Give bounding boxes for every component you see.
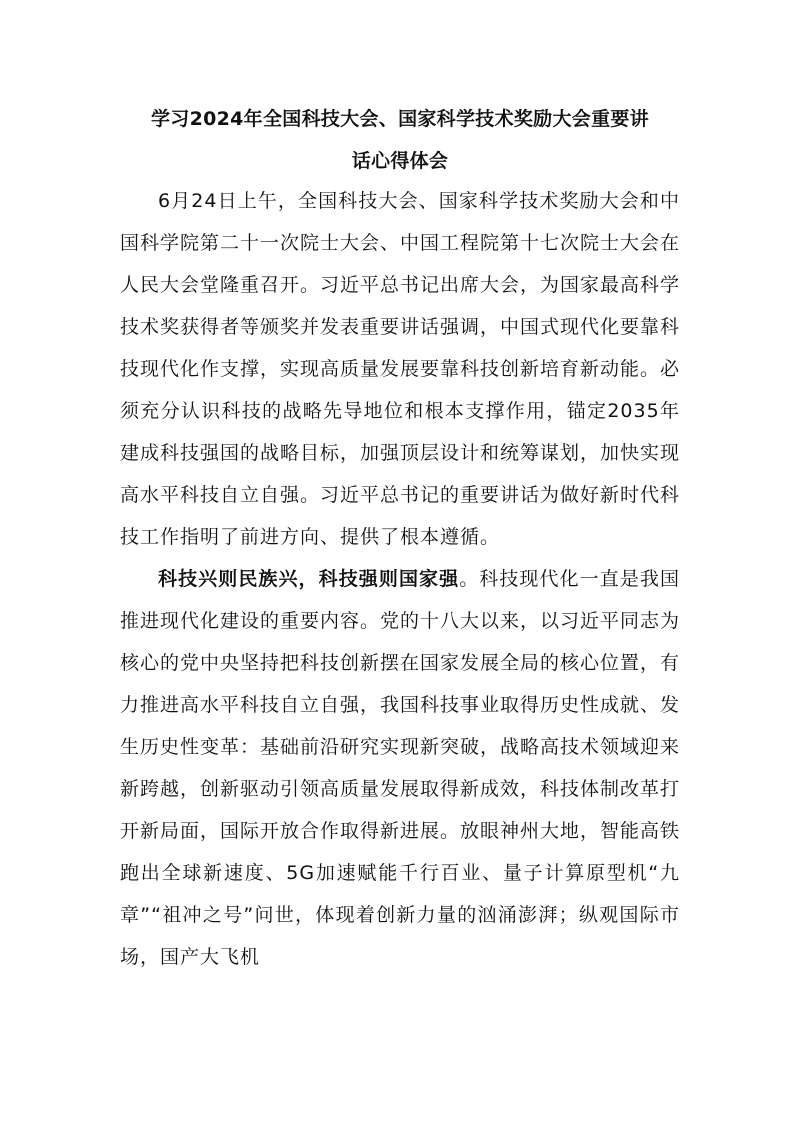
title-line-1: 学习2024年全国科技大会、国家科学技术奖励大会重要讲 xyxy=(151,108,649,130)
paragraph-2 xyxy=(120,558,680,978)
paragraph-1-text: 6月24日上午，全国科技大会、国家科学技术奖励大会和中国科学院第二十一次院士大会、中国工程院第十七次院士大会在人民大会堂隆重召开。习近平总书记出席大会，为国家最高科学技术奖获得者等颁奖并发表重要讲话强调，中国式现代化要靠科技现代化作支撑，实现高质量发展要靠科技创新培育新动能。必须充分认识科技的战略先导地位和根本支撑作用，锚定2035年建成科技强国的战略目标，加强顶层设计和统筹谋划，加快实现高水平科技自立自强。习近平总书记的重要讲话为做好新时代科技工作指明了前进方向、提供了根本遵循。 xyxy=(120,190,681,548)
paragraph-2-text: 。科技现代化一直是我国推进现代化建设的重要内容。党的十八大以来，以习近平同志为核心的党中央坚持把科技创新摆在国家发展全局的核心位置，有力推进高水平科技自立自强，我国科技事业取得历史性成就、发生历史性变革：基础前沿研究实现新突破，战略高技术领域迎来新跨越，创新驱动引领高质量发展取得新成效，科技体制改革打开新局面，国际开放合作取得新进展。放眼神州大地，智能高铁跑出全球新速度、5G加速赋能千行百业、量子计算原型机“九章”“祖冲之号”问世，体现着创新力量的汹涌澎湃；纵观国际市场，国产大飞机 xyxy=(120,568,681,968)
document-body xyxy=(120,180,680,978)
paragraph-1 xyxy=(120,180,680,558)
document-title xyxy=(120,98,680,182)
title-line-2: 话心得体会 xyxy=(351,150,449,172)
paragraph-2-lead: 科技兴则民族兴，科技强则国家强 xyxy=(158,568,460,590)
